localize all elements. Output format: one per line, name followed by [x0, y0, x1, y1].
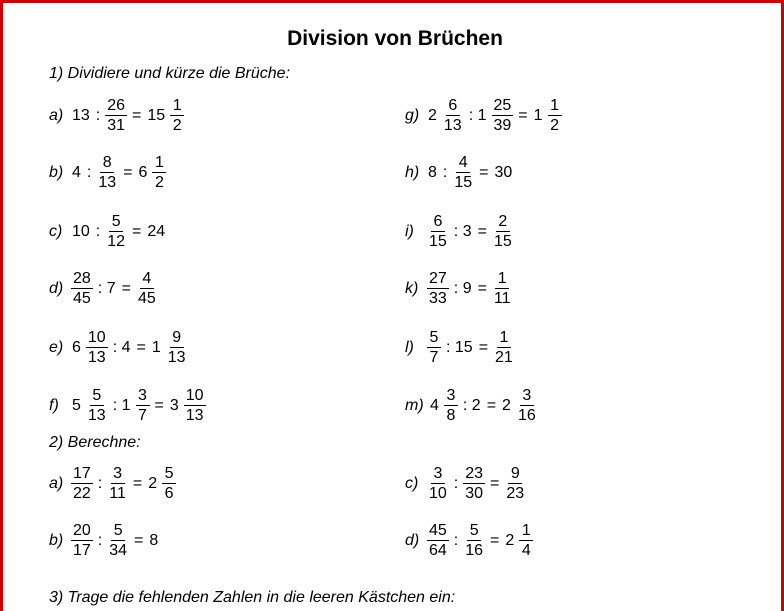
exercise-label: b)	[49, 164, 64, 181]
numerator: 10	[87, 329, 106, 346]
numerator: 5	[467, 523, 481, 541]
exercise-label: l)	[405, 339, 414, 356]
exercise-label: i)	[405, 223, 414, 240]
denominator: 45	[137, 290, 156, 307]
denominator: 7	[429, 349, 439, 366]
exercise-1c	[49, 210, 168, 254]
fraction	[442, 98, 464, 134]
numerator: 5	[90, 388, 104, 406]
equals-sign: =	[479, 164, 489, 181]
fraction	[504, 466, 526, 502]
denominator: 30	[465, 485, 484, 502]
fraction	[427, 523, 449, 559]
whole-number: 4	[430, 397, 439, 414]
denominator: 21	[495, 349, 513, 366]
fraction	[463, 466, 485, 502]
numerator: 3	[136, 388, 150, 406]
operator: : 4	[112, 339, 131, 356]
worksheet-title: Division von Brüchen	[287, 27, 503, 50]
denominator: 15	[429, 233, 447, 250]
numerator: 26	[107, 97, 126, 114]
denominator: 13	[98, 174, 117, 191]
fraction	[170, 98, 184, 134]
denominator: 16	[465, 542, 484, 559]
fraction	[71, 466, 93, 502]
operator: : 2	[462, 397, 481, 414]
whole-number: 10	[72, 223, 90, 240]
numerator: 20	[73, 522, 91, 539]
exercise-1l	[405, 326, 517, 370]
numerator: 45	[429, 522, 447, 539]
denominator: 15	[454, 174, 473, 191]
whole-number: 1	[151, 339, 161, 356]
denominator: 2	[172, 117, 182, 134]
operator: : 9	[453, 280, 472, 297]
denominator: 45	[73, 290, 91, 307]
fraction	[444, 388, 458, 424]
numerator: 4	[456, 155, 470, 173]
equals-sign: =	[490, 475, 500, 492]
fraction	[452, 155, 474, 191]
equals-sign: =	[478, 339, 489, 356]
denominator: 2	[154, 174, 164, 191]
section-2-heading: 2) Berechne:	[49, 434, 141, 451]
operator: : 7	[97, 280, 116, 297]
numerator: 5	[162, 466, 176, 484]
operator: : 15	[446, 339, 473, 356]
numerator: 1	[170, 98, 184, 116]
fraction	[492, 98, 514, 134]
denominator: 23	[506, 485, 525, 502]
numerator: 5	[111, 523, 125, 541]
exercise-1k	[405, 267, 515, 311]
denominator: 39	[493, 117, 512, 134]
fraction	[152, 155, 166, 191]
exercise-2d	[405, 519, 535, 563]
exercise-label: c)	[49, 223, 63, 240]
whole-number: 5	[72, 397, 81, 414]
fraction	[492, 271, 513, 307]
equals-sign: =	[477, 280, 487, 297]
operator: :	[442, 164, 448, 181]
numerator: 1	[497, 330, 511, 348]
fraction	[548, 98, 562, 134]
fraction	[463, 523, 485, 559]
numerator: 9	[170, 330, 184, 348]
denominator: 34	[109, 542, 128, 559]
equals-sign: =	[132, 475, 143, 492]
fraction	[184, 388, 206, 424]
whole-number: 4	[72, 164, 81, 181]
equals-sign: =	[132, 107, 142, 124]
numerator: 6	[446, 98, 460, 116]
whole-number: 2	[505, 532, 515, 549]
exercise-label: c)	[405, 475, 419, 492]
denominator: 13	[87, 349, 106, 366]
operator: : 1	[468, 107, 487, 124]
numerator: 3	[520, 388, 534, 406]
exercise-label: e)	[49, 339, 64, 356]
fraction	[427, 466, 449, 502]
fraction	[493, 330, 515, 366]
fraction	[427, 271, 449, 307]
exercise-label: m)	[405, 397, 424, 414]
whole-number: 30	[494, 164, 513, 181]
denominator: 11	[493, 290, 511, 307]
whole-number: 6	[138, 164, 148, 181]
fraction	[427, 214, 449, 250]
operator: :	[453, 532, 459, 549]
exercise-label: k)	[405, 280, 419, 297]
numerator: 1	[548, 98, 562, 116]
fraction	[492, 214, 514, 250]
fraction	[86, 330, 108, 366]
fraction	[86, 388, 108, 424]
exercise-1m	[405, 384, 540, 428]
fraction	[105, 98, 127, 134]
denominator: 2	[550, 117, 559, 134]
numerator: 27	[429, 270, 447, 287]
operator: : 3	[453, 223, 472, 240]
exercise-label: a)	[49, 475, 64, 492]
numerator: 6	[431, 214, 445, 232]
equals-sign: =	[477, 223, 487, 240]
equals-sign: =	[490, 532, 500, 549]
exercise-1d	[49, 267, 160, 311]
denominator: 16	[517, 407, 536, 424]
operator: :	[86, 164, 92, 181]
numerator: 4	[140, 271, 154, 289]
section-1-heading: 1) Dividiere und kürze die Brüche:	[49, 65, 291, 82]
whole-number: 15	[147, 107, 166, 124]
fraction	[71, 271, 93, 307]
exercise-1b	[49, 151, 168, 195]
whole-number: 2	[428, 107, 437, 124]
numerator: 1	[519, 523, 533, 541]
whole-number: 8	[149, 532, 159, 549]
fraction	[136, 271, 158, 307]
fraction	[96, 155, 118, 191]
numerator: 3	[111, 466, 125, 484]
equals-sign: =	[121, 280, 131, 297]
operator: : 1	[112, 397, 131, 414]
operator: :	[97, 475, 103, 492]
whole-number: 2	[502, 397, 511, 414]
exercise-2b	[49, 519, 161, 563]
denominator: 31	[107, 117, 126, 134]
fraction	[107, 466, 128, 502]
exercise-2c	[405, 462, 528, 506]
numerator: 5	[109, 214, 123, 232]
denominator: 6	[164, 485, 174, 502]
denominator: 11	[109, 485, 126, 502]
fraction	[105, 214, 127, 250]
numerator: 25	[493, 97, 512, 114]
fraction	[519, 523, 533, 559]
equals-sign: =	[486, 397, 497, 414]
exercise-1f	[49, 384, 208, 428]
numerator: 3	[444, 388, 458, 406]
exercise-1h	[405, 151, 515, 195]
exercise-2a	[49, 462, 178, 506]
denominator: 10	[429, 485, 447, 502]
section-3-heading: 3) Trage die fehlenden Zahlen in die leeren Kästchen ein:	[49, 589, 456, 606]
denominator: 13	[87, 407, 106, 424]
whole-number: 2	[148, 475, 158, 492]
numerator: 1	[152, 155, 166, 173]
denominator: 7	[138, 407, 147, 424]
denominator: 17	[73, 542, 91, 559]
denominator: 13	[167, 349, 186, 366]
fraction	[427, 330, 441, 366]
operator: :	[453, 475, 459, 492]
exercise-label: g)	[405, 107, 420, 124]
numerator: 17	[73, 465, 91, 482]
denominator: 8	[446, 407, 456, 424]
numerator: 28	[73, 270, 91, 287]
whole-number: 1	[533, 107, 543, 124]
denominator: 13	[443, 117, 462, 134]
exercise-1e	[49, 326, 190, 370]
numerator: 2	[496, 214, 510, 232]
whole-number: 13	[72, 107, 90, 124]
whole-number: 6	[72, 339, 81, 356]
denominator: 22	[73, 485, 91, 502]
numerator: 23	[465, 465, 484, 482]
numerator: 5	[427, 330, 441, 348]
numerator: 10	[185, 387, 204, 404]
exercise-label: d)	[405, 532, 420, 549]
exercise-label: d)	[49, 280, 64, 297]
equals-sign: =	[136, 339, 146, 356]
numerator: 3	[431, 466, 445, 484]
denominator: 15	[493, 233, 512, 250]
whole-number: 8	[428, 164, 437, 181]
fraction	[71, 523, 93, 559]
equals-sign: =	[518, 107, 528, 124]
operator: :	[95, 107, 101, 124]
numerator: 1	[495, 271, 509, 289]
exercise-1a	[49, 94, 186, 138]
equals-sign: =	[123, 164, 133, 181]
operator: :	[97, 532, 103, 549]
fraction	[166, 330, 188, 366]
equals-sign: =	[154, 397, 164, 414]
denominator: 12	[107, 233, 126, 250]
operator: :	[95, 223, 101, 240]
fraction	[107, 523, 129, 559]
exercise-label: h)	[405, 164, 420, 181]
exercise-label: f)	[49, 397, 59, 414]
exercise-label: b)	[49, 532, 64, 549]
whole-number: 24	[147, 223, 166, 240]
whole-number: 3	[169, 397, 179, 414]
equals-sign: =	[132, 223, 142, 240]
fraction	[162, 466, 176, 502]
fraction	[136, 388, 150, 424]
denominator: 4	[521, 542, 531, 559]
fraction	[516, 388, 538, 424]
exercise-1i	[405, 210, 516, 254]
numerator: 8	[100, 155, 114, 173]
numerator: 9	[508, 466, 522, 484]
denominator: 33	[429, 290, 447, 307]
denominator: 64	[429, 542, 447, 559]
exercise-label: a)	[49, 107, 64, 124]
exercise-1g	[405, 94, 564, 138]
equals-sign: =	[134, 532, 144, 549]
denominator: 13	[185, 407, 204, 424]
